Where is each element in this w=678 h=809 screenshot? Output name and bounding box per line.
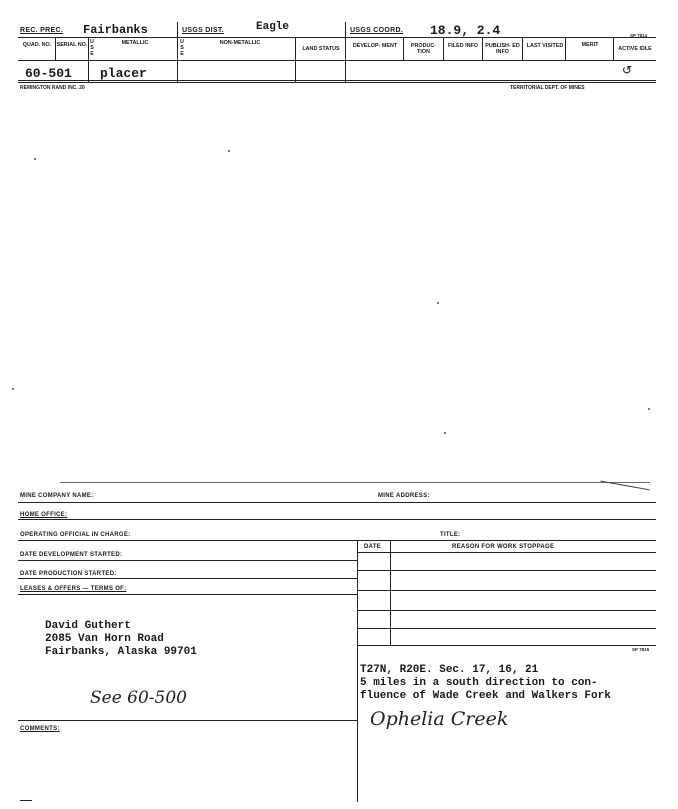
usgs-coord-value: 18.9, 2.4 [430, 23, 501, 38]
location-line-2: 5 miles in a south direction to con- [360, 677, 598, 689]
footer-right: TERRITORIAL DEPT. OF MINES [510, 85, 585, 91]
operating-official-label: OPERATING OFFICIAL IN CHARGE: [20, 532, 131, 538]
col-quad: QUAD. NO. [22, 42, 52, 48]
home-office-label: HOME OFFICE: [20, 512, 68, 518]
col-serial: SERIAL NO. [56, 42, 88, 48]
col-merit: MERIT [581, 42, 599, 48]
rec-prec-label: REC. PREC. [20, 27, 64, 34]
form-id-bottom: SP 7815 [632, 647, 650, 652]
footer-left: REMINGTON RAND INC. 20 [20, 85, 85, 91]
active-mark-icon: ↺ [622, 63, 633, 77]
usgs-dist-label: USGS DIST. [182, 27, 224, 34]
mine-company-label: MINE COMPANY NAME: [20, 493, 94, 499]
record-type: placer [100, 66, 147, 81]
record-number: 60-501 [25, 66, 72, 81]
title-label: TITLE: [440, 532, 461, 538]
col-published-info: PUBLISH- ED INFO [485, 43, 520, 55]
col-metallic: METALLIC [121, 40, 149, 46]
address-line-3: Fairbanks, Alaska 99701 [45, 646, 197, 658]
usgs-coord-label: USGS COORD. [350, 27, 404, 34]
location-line-1: T27N, R20E. Sec. 17, 16, 21 [360, 664, 539, 676]
handwritten-creek-name: Ophelia Creek [370, 708, 509, 730]
col-use-1: U S E [90, 39, 94, 57]
address-line-2: 2085 Van Horn Road [45, 633, 164, 645]
col-last-visited: LAST VISITED [526, 43, 564, 49]
handwritten-see-note: See 60-500 [90, 688, 187, 708]
usgs-dist-value: Eagle [256, 21, 290, 33]
address-line-1: David Guthert [45, 620, 131, 632]
col-production: PRODUC- TION [410, 43, 437, 55]
leases-label: LEASES & OFFERS — TERMS OF: [20, 586, 127, 592]
comments-label: COMMENTS: [20, 726, 60, 732]
date-dev-label: DATE DEVELOPMENT STARTED: [20, 552, 123, 558]
date-prod-label: DATE PRODUCTION STARTED: [20, 571, 117, 577]
mine-address-label: MINE ADDRESS: [378, 493, 430, 499]
col-non-metallic: NON-METALLIC [219, 40, 261, 46]
location-line-3: fluence of Wade Creek and Walkers Fork [360, 690, 611, 702]
col-filed-info: FILED INFO [448, 43, 478, 49]
date-col-header: DATE [364, 544, 382, 550]
col-development: DEVELOP- MENT [352, 43, 398, 49]
col-use-2: U S E [180, 39, 184, 57]
col-land-status: LAND STATUS [302, 46, 340, 52]
rec-prec-value: Fairbanks [83, 23, 148, 37]
col-active-idle: ACTIVE IDLE [618, 46, 652, 52]
reason-col-header: REASON FOR WORK STOPPAGE [452, 544, 555, 550]
form-id-top: SP 7814 [630, 33, 648, 38]
